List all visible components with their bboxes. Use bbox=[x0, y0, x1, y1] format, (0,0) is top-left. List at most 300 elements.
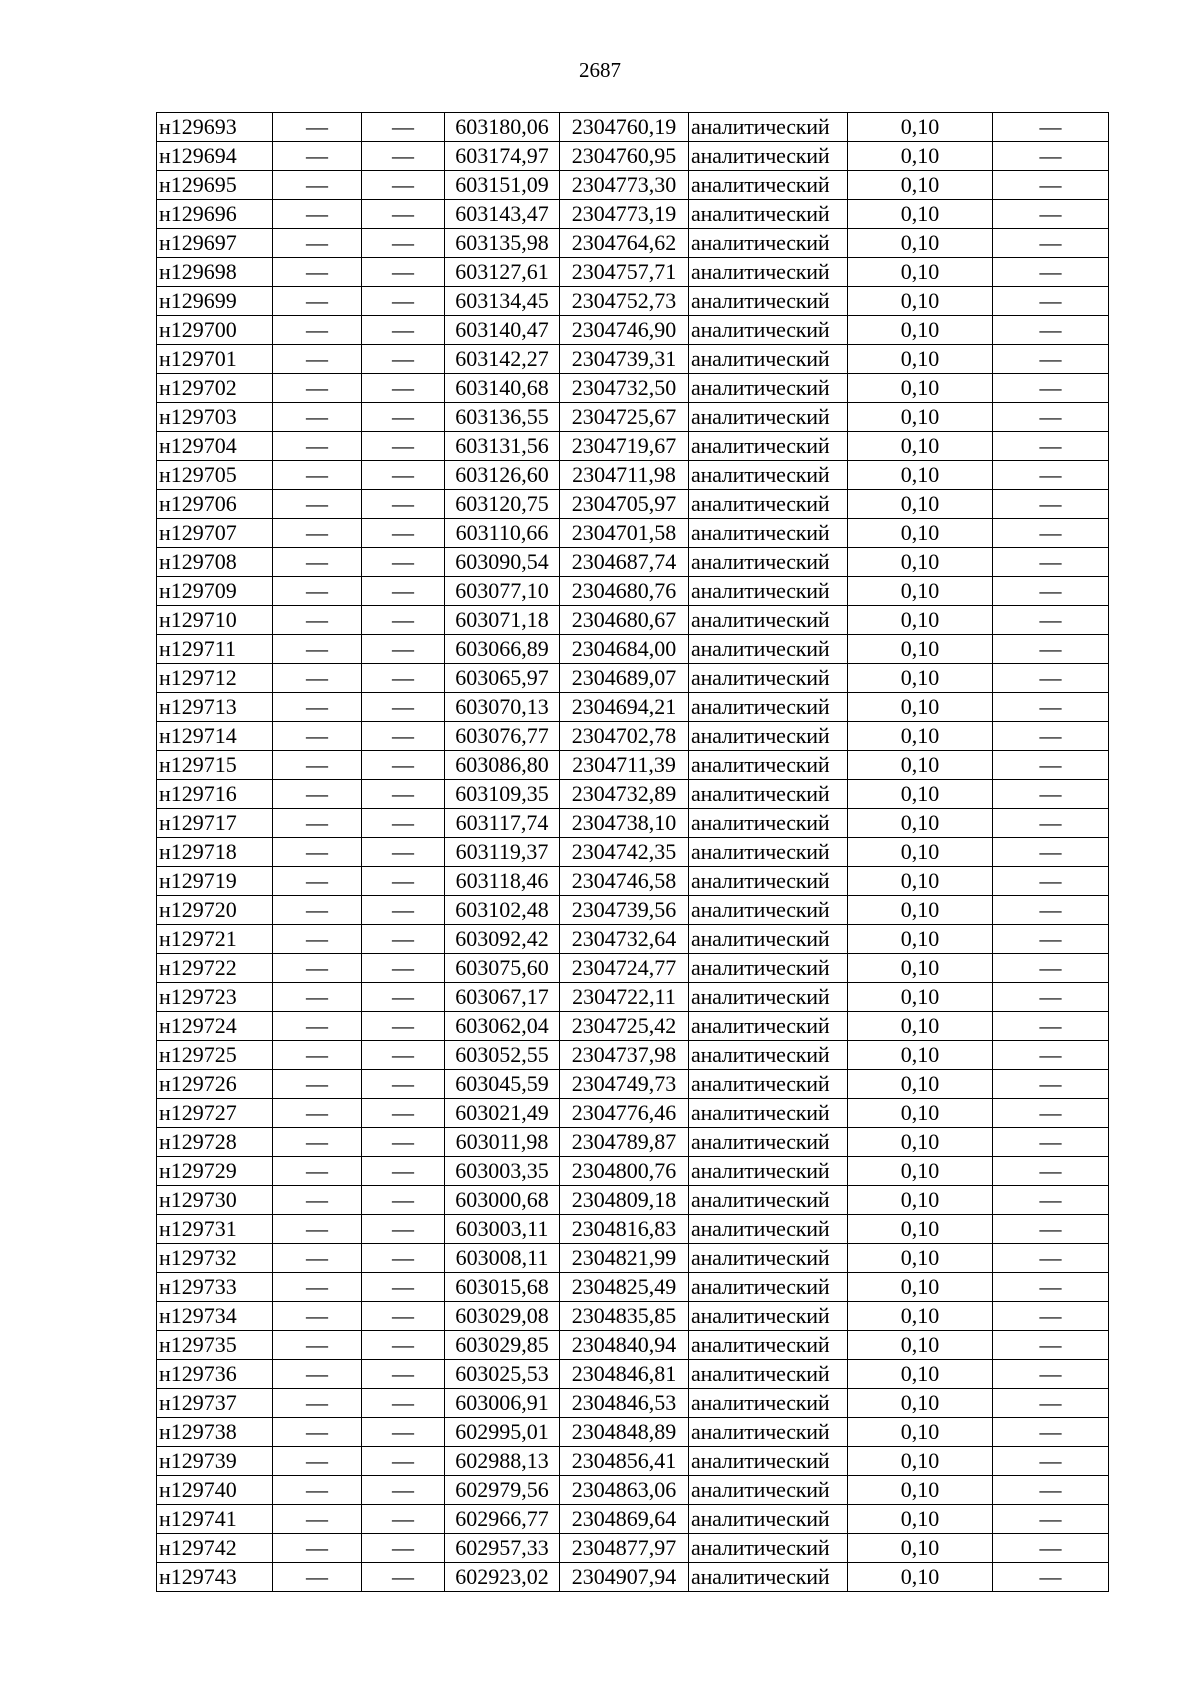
precision-cell: 0,10 bbox=[848, 1505, 993, 1534]
table-row bbox=[157, 461, 1109, 490]
table-row bbox=[157, 171, 1109, 200]
method-cell: аналитический bbox=[689, 809, 848, 838]
method-cell: аналитический bbox=[689, 258, 848, 287]
dash-cell-a: — bbox=[273, 1534, 362, 1563]
precision-cell: 0,10 bbox=[848, 374, 993, 403]
point-id-cell: н129694 bbox=[157, 142, 273, 171]
description-cell: — bbox=[993, 229, 1109, 258]
method-cell: аналитический bbox=[689, 1360, 848, 1389]
dash-cell-b: — bbox=[362, 1505, 445, 1534]
dash-cell-b: — bbox=[362, 780, 445, 809]
precision-cell: 0,10 bbox=[848, 1041, 993, 1070]
precision-cell: 0,10 bbox=[848, 1128, 993, 1157]
x-coordinate-cell: 603062,04 bbox=[445, 1012, 560, 1041]
y-coordinate-cell: 2304738,10 bbox=[560, 809, 689, 838]
method-cell: аналитический bbox=[689, 1302, 848, 1331]
y-coordinate-cell: 2304749,73 bbox=[560, 1070, 689, 1099]
point-id-cell: н129695 bbox=[157, 171, 273, 200]
precision-cell: 0,10 bbox=[848, 461, 993, 490]
precision-cell: 0,10 bbox=[848, 1302, 993, 1331]
table-row bbox=[157, 1273, 1109, 1302]
x-coordinate-cell: 603021,49 bbox=[445, 1099, 560, 1128]
dash-cell-b: — bbox=[362, 1389, 445, 1418]
dash-cell-a: — bbox=[273, 867, 362, 896]
precision-cell: 0,10 bbox=[848, 1273, 993, 1302]
point-id-cell: н129725 bbox=[157, 1041, 273, 1070]
point-id-cell: н129703 bbox=[157, 403, 273, 432]
y-coordinate-cell: 2304737,98 bbox=[560, 1041, 689, 1070]
dash-cell-b: — bbox=[362, 1012, 445, 1041]
table-row bbox=[157, 1563, 1109, 1592]
description-cell: — bbox=[993, 490, 1109, 519]
description-cell: — bbox=[993, 432, 1109, 461]
method-cell: аналитический bbox=[689, 1186, 848, 1215]
x-coordinate-cell: 603006,91 bbox=[445, 1389, 560, 1418]
dash-cell-b: — bbox=[362, 577, 445, 606]
dash-cell-b: — bbox=[362, 316, 445, 345]
precision-cell: 0,10 bbox=[848, 1070, 993, 1099]
dash-cell-b: — bbox=[362, 693, 445, 722]
description-cell: — bbox=[993, 113, 1109, 142]
x-coordinate-cell: 603045,59 bbox=[445, 1070, 560, 1099]
description-cell: — bbox=[993, 1534, 1109, 1563]
method-cell: аналитический bbox=[689, 113, 848, 142]
y-coordinate-cell: 2304752,73 bbox=[560, 287, 689, 316]
y-coordinate-cell: 2304694,21 bbox=[560, 693, 689, 722]
description-cell: — bbox=[993, 1041, 1109, 1070]
description-cell: — bbox=[993, 1099, 1109, 1128]
point-id-cell: н129734 bbox=[157, 1302, 273, 1331]
dash-cell-b: — bbox=[362, 1157, 445, 1186]
y-coordinate-cell: 2304725,42 bbox=[560, 1012, 689, 1041]
method-cell: аналитический bbox=[689, 780, 848, 809]
method-cell: аналитический bbox=[689, 403, 848, 432]
dash-cell-a: — bbox=[273, 664, 362, 693]
x-coordinate-cell: 602979,56 bbox=[445, 1476, 560, 1505]
x-coordinate-cell: 603143,47 bbox=[445, 200, 560, 229]
y-coordinate-cell: 2304816,83 bbox=[560, 1215, 689, 1244]
y-coordinate-cell: 2304680,67 bbox=[560, 606, 689, 635]
description-cell: — bbox=[993, 1563, 1109, 1592]
dash-cell-b: — bbox=[362, 171, 445, 200]
x-coordinate-cell: 603000,68 bbox=[445, 1186, 560, 1215]
precision-cell: 0,10 bbox=[848, 780, 993, 809]
y-coordinate-cell: 2304821,99 bbox=[560, 1244, 689, 1273]
x-coordinate-cell: 603140,68 bbox=[445, 374, 560, 403]
method-cell: аналитический bbox=[689, 1157, 848, 1186]
precision-cell: 0,10 bbox=[848, 345, 993, 374]
method-cell: аналитический bbox=[689, 577, 848, 606]
x-coordinate-cell: 603077,10 bbox=[445, 577, 560, 606]
point-id-cell: н129719 bbox=[157, 867, 273, 896]
dash-cell-a: — bbox=[273, 1186, 362, 1215]
table-row bbox=[157, 925, 1109, 954]
precision-cell: 0,10 bbox=[848, 838, 993, 867]
description-cell: — bbox=[993, 577, 1109, 606]
dash-cell-a: — bbox=[273, 1331, 362, 1360]
dash-cell-b: — bbox=[362, 722, 445, 751]
precision-cell: 0,10 bbox=[848, 751, 993, 780]
method-cell: аналитический bbox=[689, 287, 848, 316]
x-coordinate-cell: 603136,55 bbox=[445, 403, 560, 432]
table-row bbox=[157, 548, 1109, 577]
y-coordinate-cell: 2304760,19 bbox=[560, 113, 689, 142]
description-cell: — bbox=[993, 548, 1109, 577]
table-row bbox=[157, 519, 1109, 548]
method-cell: аналитический bbox=[689, 432, 848, 461]
y-coordinate-cell: 2304840,94 bbox=[560, 1331, 689, 1360]
dash-cell-a: — bbox=[273, 461, 362, 490]
x-coordinate-cell: 603092,42 bbox=[445, 925, 560, 954]
table-row bbox=[157, 606, 1109, 635]
point-id-cell: н129702 bbox=[157, 374, 273, 403]
dash-cell-a: — bbox=[273, 345, 362, 374]
description-cell: — bbox=[993, 809, 1109, 838]
method-cell: аналитический bbox=[689, 1476, 848, 1505]
method-cell: аналитический bbox=[689, 229, 848, 258]
dash-cell-a: — bbox=[273, 374, 362, 403]
description-cell: — bbox=[993, 1418, 1109, 1447]
x-coordinate-cell: 603029,08 bbox=[445, 1302, 560, 1331]
x-coordinate-cell: 603052,55 bbox=[445, 1041, 560, 1070]
x-coordinate-cell: 603066,89 bbox=[445, 635, 560, 664]
point-id-cell: н129713 bbox=[157, 693, 273, 722]
method-cell: аналитический bbox=[689, 345, 848, 374]
method-cell: аналитический bbox=[689, 693, 848, 722]
method-cell: аналитический bbox=[689, 1070, 848, 1099]
description-cell: — bbox=[993, 1447, 1109, 1476]
description-cell: — bbox=[993, 751, 1109, 780]
table-row bbox=[157, 374, 1109, 403]
point-id-cell: н129738 bbox=[157, 1418, 273, 1447]
table-row bbox=[157, 1012, 1109, 1041]
y-coordinate-cell: 2304856,41 bbox=[560, 1447, 689, 1476]
point-id-cell: н129730 bbox=[157, 1186, 273, 1215]
precision-cell: 0,10 bbox=[848, 896, 993, 925]
description-cell: — bbox=[993, 780, 1109, 809]
precision-cell: 0,10 bbox=[848, 1215, 993, 1244]
x-coordinate-cell: 602957,33 bbox=[445, 1534, 560, 1563]
precision-cell: 0,10 bbox=[848, 635, 993, 664]
dash-cell-a: — bbox=[273, 693, 362, 722]
dash-cell-a: — bbox=[273, 1447, 362, 1476]
dash-cell-a: — bbox=[273, 780, 362, 809]
table-row bbox=[157, 838, 1109, 867]
dash-cell-a: — bbox=[273, 1563, 362, 1592]
table-row bbox=[157, 432, 1109, 461]
x-coordinate-cell: 603142,27 bbox=[445, 345, 560, 374]
table-row bbox=[157, 229, 1109, 258]
precision-cell: 0,10 bbox=[848, 809, 993, 838]
description-cell: — bbox=[993, 1244, 1109, 1273]
method-cell: аналитический bbox=[689, 1447, 848, 1476]
dash-cell-a: — bbox=[273, 838, 362, 867]
dash-cell-b: — bbox=[362, 1360, 445, 1389]
dash-cell-a: — bbox=[273, 1041, 362, 1070]
method-cell: аналитический bbox=[689, 1563, 848, 1592]
dash-cell-a: — bbox=[273, 809, 362, 838]
point-id-cell: н129737 bbox=[157, 1389, 273, 1418]
precision-cell: 0,10 bbox=[848, 1563, 993, 1592]
precision-cell: 0,10 bbox=[848, 229, 993, 258]
x-coordinate-cell: 603015,68 bbox=[445, 1273, 560, 1302]
dash-cell-b: — bbox=[362, 113, 445, 142]
table-row bbox=[157, 1244, 1109, 1273]
y-coordinate-cell: 2304725,67 bbox=[560, 403, 689, 432]
table-row bbox=[157, 896, 1109, 925]
description-cell: — bbox=[993, 664, 1109, 693]
point-id-cell: н129707 bbox=[157, 519, 273, 548]
method-cell: аналитический bbox=[689, 1215, 848, 1244]
method-cell: аналитический bbox=[689, 461, 848, 490]
x-coordinate-cell: 603180,06 bbox=[445, 113, 560, 142]
precision-cell: 0,10 bbox=[848, 1331, 993, 1360]
description-cell: — bbox=[993, 1215, 1109, 1244]
dash-cell-b: — bbox=[362, 1534, 445, 1563]
x-coordinate-cell: 602966,77 bbox=[445, 1505, 560, 1534]
dash-cell-b: — bbox=[362, 751, 445, 780]
x-coordinate-cell: 603076,77 bbox=[445, 722, 560, 751]
y-coordinate-cell: 2304702,78 bbox=[560, 722, 689, 751]
dash-cell-b: — bbox=[362, 1418, 445, 1447]
method-cell: аналитический bbox=[689, 1244, 848, 1273]
y-coordinate-cell: 2304739,56 bbox=[560, 896, 689, 925]
dash-cell-a: — bbox=[273, 403, 362, 432]
description-cell: — bbox=[993, 287, 1109, 316]
x-coordinate-cell: 603086,80 bbox=[445, 751, 560, 780]
dash-cell-b: — bbox=[362, 519, 445, 548]
table-row bbox=[157, 577, 1109, 606]
dash-cell-a: — bbox=[273, 316, 362, 345]
y-coordinate-cell: 2304764,62 bbox=[560, 229, 689, 258]
point-id-cell: н129716 bbox=[157, 780, 273, 809]
precision-cell: 0,10 bbox=[848, 693, 993, 722]
dash-cell-b: — bbox=[362, 664, 445, 693]
precision-cell: 0,10 bbox=[848, 171, 993, 200]
method-cell: аналитический bbox=[689, 983, 848, 1012]
method-cell: аналитический bbox=[689, 548, 848, 577]
description-cell: — bbox=[993, 867, 1109, 896]
y-coordinate-cell: 2304680,76 bbox=[560, 577, 689, 606]
table-row bbox=[157, 751, 1109, 780]
description-cell: — bbox=[993, 1331, 1109, 1360]
dash-cell-a: — bbox=[273, 229, 362, 258]
dash-cell-b: — bbox=[362, 809, 445, 838]
point-id-cell: н129709 bbox=[157, 577, 273, 606]
dash-cell-b: — bbox=[362, 896, 445, 925]
x-coordinate-cell: 603029,85 bbox=[445, 1331, 560, 1360]
dash-cell-a: — bbox=[273, 1418, 362, 1447]
dash-cell-a: — bbox=[273, 751, 362, 780]
table-row bbox=[157, 1099, 1109, 1128]
dash-cell-a: — bbox=[273, 1128, 362, 1157]
point-id-cell: н129718 bbox=[157, 838, 273, 867]
dash-cell-b: — bbox=[362, 1476, 445, 1505]
dash-cell-a: — bbox=[273, 1157, 362, 1186]
y-coordinate-cell: 2304757,71 bbox=[560, 258, 689, 287]
description-cell: — bbox=[993, 838, 1109, 867]
dash-cell-b: — bbox=[362, 635, 445, 664]
y-coordinate-cell: 2304869,64 bbox=[560, 1505, 689, 1534]
dash-cell-a: — bbox=[273, 258, 362, 287]
method-cell: аналитический bbox=[689, 1534, 848, 1563]
point-id-cell: н129727 bbox=[157, 1099, 273, 1128]
precision-cell: 0,10 bbox=[848, 1476, 993, 1505]
point-id-cell: н129704 bbox=[157, 432, 273, 461]
dash-cell-b: — bbox=[362, 403, 445, 432]
precision-cell: 0,10 bbox=[848, 925, 993, 954]
table-row bbox=[157, 200, 1109, 229]
method-cell: аналитический bbox=[689, 867, 848, 896]
point-id-cell: н129699 bbox=[157, 287, 273, 316]
x-coordinate-cell: 603151,09 bbox=[445, 171, 560, 200]
y-coordinate-cell: 2304719,67 bbox=[560, 432, 689, 461]
dash-cell-b: — bbox=[362, 1099, 445, 1128]
description-cell: — bbox=[993, 374, 1109, 403]
x-coordinate-cell: 603070,13 bbox=[445, 693, 560, 722]
point-id-cell: н129735 bbox=[157, 1331, 273, 1360]
y-coordinate-cell: 2304724,77 bbox=[560, 954, 689, 983]
table-row bbox=[157, 1505, 1109, 1534]
precision-cell: 0,10 bbox=[848, 577, 993, 606]
point-id-cell: н129742 bbox=[157, 1534, 273, 1563]
y-coordinate-cell: 2304742,35 bbox=[560, 838, 689, 867]
precision-cell: 0,10 bbox=[848, 432, 993, 461]
method-cell: аналитический bbox=[689, 200, 848, 229]
description-cell: — bbox=[993, 1070, 1109, 1099]
method-cell: аналитический bbox=[689, 1505, 848, 1534]
dash-cell-b: — bbox=[362, 867, 445, 896]
description-cell: — bbox=[993, 1389, 1109, 1418]
description-cell: — bbox=[993, 954, 1109, 983]
precision-cell: 0,10 bbox=[848, 258, 993, 287]
dash-cell-b: — bbox=[362, 1070, 445, 1099]
table-row bbox=[157, 983, 1109, 1012]
precision-cell: 0,10 bbox=[848, 1418, 993, 1447]
table-row bbox=[157, 1186, 1109, 1215]
precision-cell: 0,10 bbox=[848, 548, 993, 577]
description-cell: — bbox=[993, 983, 1109, 1012]
description-cell: — bbox=[993, 896, 1109, 925]
table-row bbox=[157, 345, 1109, 374]
method-cell: аналитический bbox=[689, 896, 848, 925]
dash-cell-b: — bbox=[362, 925, 445, 954]
precision-cell: 0,10 bbox=[848, 1360, 993, 1389]
dash-cell-b: — bbox=[362, 983, 445, 1012]
dash-cell-b: — bbox=[362, 1302, 445, 1331]
precision-cell: 0,10 bbox=[848, 1244, 993, 1273]
dash-cell-b: — bbox=[362, 461, 445, 490]
description-cell: — bbox=[993, 1505, 1109, 1534]
y-coordinate-cell: 2304722,11 bbox=[560, 983, 689, 1012]
coordinates-table bbox=[156, 112, 1109, 1592]
x-coordinate-cell: 603075,60 bbox=[445, 954, 560, 983]
x-coordinate-cell: 603109,35 bbox=[445, 780, 560, 809]
y-coordinate-cell: 2304684,00 bbox=[560, 635, 689, 664]
y-coordinate-cell: 2304689,07 bbox=[560, 664, 689, 693]
description-cell: — bbox=[993, 316, 1109, 345]
dash-cell-b: — bbox=[362, 954, 445, 983]
method-cell: аналитический bbox=[689, 1012, 848, 1041]
description-cell: — bbox=[993, 693, 1109, 722]
description-cell: — bbox=[993, 461, 1109, 490]
dash-cell-b: — bbox=[362, 229, 445, 258]
point-id-cell: н129723 bbox=[157, 983, 273, 1012]
y-coordinate-cell: 2304863,06 bbox=[560, 1476, 689, 1505]
dash-cell-a: — bbox=[273, 200, 362, 229]
point-id-cell: н129717 bbox=[157, 809, 273, 838]
x-coordinate-cell: 603135,98 bbox=[445, 229, 560, 258]
x-coordinate-cell: 603071,18 bbox=[445, 606, 560, 635]
dash-cell-a: — bbox=[273, 577, 362, 606]
table-row bbox=[157, 867, 1109, 896]
y-coordinate-cell: 2304746,90 bbox=[560, 316, 689, 345]
dash-cell-a: — bbox=[273, 432, 362, 461]
dash-cell-b: — bbox=[362, 374, 445, 403]
x-coordinate-cell: 603126,60 bbox=[445, 461, 560, 490]
dash-cell-a: — bbox=[273, 1302, 362, 1331]
point-id-cell: н129698 bbox=[157, 258, 273, 287]
method-cell: аналитический bbox=[689, 1331, 848, 1360]
dash-cell-a: — bbox=[273, 142, 362, 171]
description-cell: — bbox=[993, 258, 1109, 287]
x-coordinate-cell: 603134,45 bbox=[445, 287, 560, 316]
dash-cell-b: — bbox=[362, 838, 445, 867]
description-cell: — bbox=[993, 1302, 1109, 1331]
table-row bbox=[157, 1041, 1109, 1070]
dash-cell-b: — bbox=[362, 490, 445, 519]
point-id-cell: н129726 bbox=[157, 1070, 273, 1099]
y-coordinate-cell: 2304705,97 bbox=[560, 490, 689, 519]
point-id-cell: н129701 bbox=[157, 345, 273, 374]
y-coordinate-cell: 2304877,97 bbox=[560, 1534, 689, 1563]
x-coordinate-cell: 602995,01 bbox=[445, 1418, 560, 1447]
dash-cell-b: — bbox=[362, 1128, 445, 1157]
precision-cell: 0,10 bbox=[848, 316, 993, 345]
y-coordinate-cell: 2304825,49 bbox=[560, 1273, 689, 1302]
method-cell: аналитический bbox=[689, 925, 848, 954]
method-cell: аналитический bbox=[689, 316, 848, 345]
y-coordinate-cell: 2304739,31 bbox=[560, 345, 689, 374]
dash-cell-a: — bbox=[273, 548, 362, 577]
table-row bbox=[157, 490, 1109, 519]
x-coordinate-cell: 603003,11 bbox=[445, 1215, 560, 1244]
method-cell: аналитический bbox=[689, 1099, 848, 1128]
dash-cell-a: — bbox=[273, 490, 362, 519]
dash-cell-a: — bbox=[273, 983, 362, 1012]
method-cell: аналитический bbox=[689, 635, 848, 664]
x-coordinate-cell: 603117,74 bbox=[445, 809, 560, 838]
table-row bbox=[157, 780, 1109, 809]
table-row bbox=[157, 1389, 1109, 1418]
precision-cell: 0,10 bbox=[848, 606, 993, 635]
y-coordinate-cell: 2304732,64 bbox=[560, 925, 689, 954]
dash-cell-a: — bbox=[273, 171, 362, 200]
description-cell: — bbox=[993, 1273, 1109, 1302]
description-cell: — bbox=[993, 1476, 1109, 1505]
table-row bbox=[157, 1447, 1109, 1476]
method-cell: аналитический bbox=[689, 954, 848, 983]
y-coordinate-cell: 2304746,58 bbox=[560, 867, 689, 896]
y-coordinate-cell: 2304711,39 bbox=[560, 751, 689, 780]
description-cell: — bbox=[993, 1012, 1109, 1041]
dash-cell-a: — bbox=[273, 722, 362, 751]
x-coordinate-cell: 603120,75 bbox=[445, 490, 560, 519]
point-id-cell: н129740 bbox=[157, 1476, 273, 1505]
description-cell: — bbox=[993, 345, 1109, 374]
table-row bbox=[157, 1476, 1109, 1505]
point-id-cell: н129700 bbox=[157, 316, 273, 345]
